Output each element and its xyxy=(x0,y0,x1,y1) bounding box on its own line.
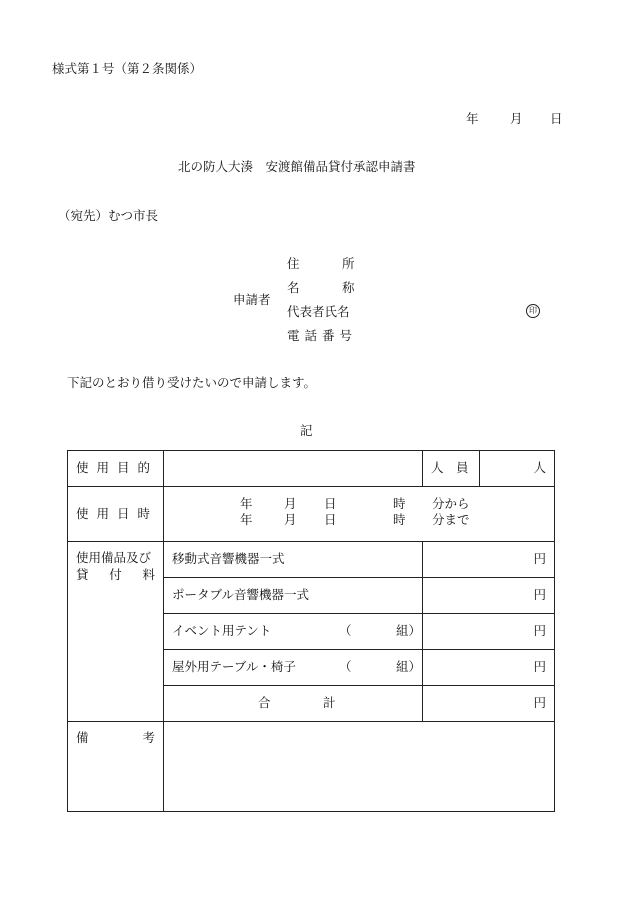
item-quantity-open: （ xyxy=(339,622,352,638)
from-day-label: 日 xyxy=(324,496,337,511)
applicant-label: 申請者 xyxy=(233,292,271,307)
total-label-first: 合 xyxy=(258,694,271,710)
from-year-label: 年 xyxy=(240,496,253,511)
until-day-label: 日 xyxy=(324,512,337,527)
people-label: 人 員 xyxy=(431,460,469,476)
application-table xyxy=(67,450,555,812)
item-fee-input[interactable] xyxy=(423,650,555,686)
fee-label-char1: 貸 xyxy=(76,566,89,582)
name-label-first: 名 xyxy=(287,280,300,295)
remarks-label-first: 備 xyxy=(76,730,89,745)
total-fee-input[interactable] xyxy=(423,686,555,722)
until-year-label: 年 xyxy=(240,512,253,527)
from-minute-label: 分から xyxy=(432,496,470,511)
item-fee-input[interactable] xyxy=(423,542,555,578)
people-input[interactable] xyxy=(480,451,555,487)
people-unit: 人 xyxy=(533,460,546,476)
item-name: ポータブル音響機器一式 xyxy=(172,586,310,602)
purpose-row xyxy=(68,451,555,487)
item-fee-input[interactable] xyxy=(423,614,555,650)
item-quantity-open: （ xyxy=(339,658,352,674)
datetime-label-cell xyxy=(68,487,164,542)
date-day-label: 日 xyxy=(550,111,563,126)
equipment-label-line2 xyxy=(76,567,155,584)
datetime-row xyxy=(68,487,555,542)
item-name: 屋外用テーブル・椅子 xyxy=(172,658,296,674)
item-yen: 円 xyxy=(533,551,546,567)
total-label-second: 計 xyxy=(323,694,336,710)
until-minute-label: 分まで xyxy=(432,512,470,527)
item-quantity-unit: 組） xyxy=(396,658,422,674)
purpose-label-cell xyxy=(68,451,164,487)
item-name-cell[interactable] xyxy=(164,650,423,686)
datetime-input[interactable] xyxy=(164,487,555,542)
seal-icon: 印 xyxy=(526,304,540,318)
phone-label: 電話番号 xyxy=(287,328,358,343)
form-number: 様式第１号（第２条関係） xyxy=(52,61,203,76)
address-label-second: 所 xyxy=(342,256,355,271)
item-yen: 円 xyxy=(533,623,546,639)
request-sentence: 下記のとおり借り受けたいので申請します。 xyxy=(67,375,317,390)
address-label-first: 住 xyxy=(287,256,300,271)
item-name: イベント用テント xyxy=(172,622,272,638)
document-title: 北の防人大湊 安渡館備品貸付承認申請書 xyxy=(178,159,416,174)
representative-label: 代表者氏名 xyxy=(287,304,350,319)
equipment-label-line1: 使用備品及び xyxy=(76,550,152,565)
total-yen: 円 xyxy=(533,695,546,711)
item-yen: 円 xyxy=(533,587,546,603)
item-yen: 円 xyxy=(533,659,546,675)
date-year-label: 年 xyxy=(466,111,479,126)
item-quantity-unit: 組） xyxy=(396,622,422,638)
item-name-cell xyxy=(164,542,423,578)
item-name-cell xyxy=(164,578,423,614)
purpose-input[interactable] xyxy=(164,451,423,487)
purpose-label: 使用目的 xyxy=(76,460,159,476)
from-hour-label: 時 xyxy=(393,496,406,511)
addressee: （宛先）むつ市長 xyxy=(58,208,159,223)
datetime-label: 使用日時 xyxy=(76,505,159,521)
equipment-label-cell xyxy=(68,542,164,722)
equipment-row xyxy=(68,542,555,578)
datetime-until-line xyxy=(164,514,554,530)
datetime-from-line xyxy=(164,498,554,514)
item-fee-input[interactable] xyxy=(423,578,555,614)
name-label-second: 称 xyxy=(342,280,355,295)
date-month-label: 月 xyxy=(510,111,523,126)
until-hour-label: 時 xyxy=(393,512,406,527)
remarks-row xyxy=(68,722,555,812)
item-name: 移動式音響機器一式 xyxy=(172,550,285,566)
ki-mark: 記 xyxy=(300,423,313,438)
remarks-label-second: 考 xyxy=(142,730,155,745)
fee-label-char3: 料 xyxy=(142,566,155,582)
fee-label-char2: 付 xyxy=(109,566,122,582)
until-month-label: 月 xyxy=(284,512,297,527)
remarks-label-cell xyxy=(68,722,164,812)
total-label-cell xyxy=(164,686,423,722)
from-month-label: 月 xyxy=(284,496,297,511)
people-label-cell xyxy=(423,451,480,487)
remarks-input[interactable] xyxy=(164,722,555,812)
item-name-cell[interactable] xyxy=(164,614,423,650)
